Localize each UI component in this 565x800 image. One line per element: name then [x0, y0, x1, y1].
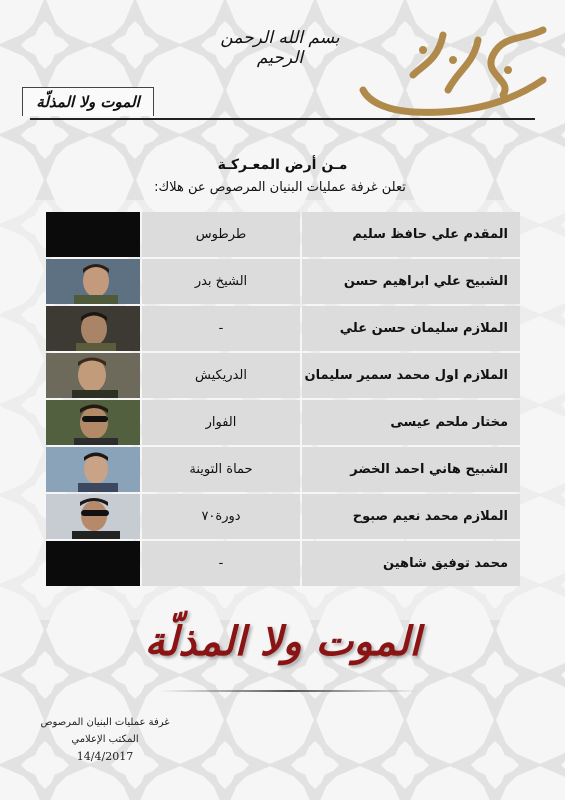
- area-cell: -: [142, 541, 300, 586]
- footer-signature: [30, 714, 180, 765]
- area-cell: -: [142, 306, 300, 351]
- header-slogan: الموت ولا المذلّة: [36, 93, 140, 111]
- table-row: [46, 447, 520, 492]
- table-row: [46, 541, 520, 586]
- portrait-photo: [46, 306, 140, 351]
- table-row: [46, 259, 520, 304]
- basmala: بسم الله الرحمن الرحيم: [220, 28, 340, 68]
- name-cell: المقدم علي حافظ سليم: [302, 212, 520, 257]
- footer-office: المكتب الإعلامي: [71, 734, 139, 745]
- announcement-title: مـن أرض المعـركـة: [217, 157, 348, 173]
- table-row: [46, 353, 520, 398]
- header-divider: [30, 118, 535, 120]
- name-cell: مختار ملحم عيسى: [302, 400, 520, 445]
- name-cell: الشبيح علي ابراهيم حسن: [302, 259, 520, 304]
- portrait-photo: [46, 400, 140, 445]
- table-row: [46, 400, 520, 445]
- name-cell: الملازم محمد نعيم صبوح: [302, 494, 520, 539]
- announcement-subtitle: تعلن غرفة عمليات البنيان المرصوص عن هلاك:: [154, 180, 406, 195]
- name-cell: محمد توفيق شاهين: [302, 541, 520, 586]
- table-row: [46, 494, 520, 539]
- portrait-photo: [46, 353, 140, 398]
- logo-emblem: [353, 20, 553, 125]
- name-cell: الشبيح هاني احمد الخضر: [302, 447, 520, 492]
- area-cell: حماة التوينة: [142, 447, 300, 492]
- area-cell: الشيخ بدر: [142, 259, 300, 304]
- footer-org: غرفة عمليات البنيان المرصوص: [40, 717, 170, 728]
- portrait-photo: [46, 447, 140, 492]
- footer-date: 14/4/2017: [76, 750, 134, 763]
- name-cell: الملازم سليمان حسن علي: [302, 306, 520, 351]
- name-cell: الملازم اول محمد سمير سليمان: [302, 353, 520, 398]
- area-cell: الفوار: [142, 400, 300, 445]
- area-cell: الدريكيش: [142, 353, 300, 398]
- header-slogan-box: [22, 87, 154, 116]
- area-cell: دورة٧٠: [142, 494, 300, 539]
- area-cell: طرطوس: [142, 212, 300, 257]
- table-row: [46, 212, 520, 257]
- casualty-table: [46, 212, 520, 588]
- portrait-photo: [46, 259, 140, 304]
- slogan-calligraphy: الموت ولا المذلّة: [144, 618, 421, 665]
- table-row: [46, 306, 520, 351]
- slogan-underline: [160, 690, 420, 692]
- portrait-photo: [46, 494, 140, 539]
- photo-blank: [46, 541, 140, 586]
- photo-blank: [46, 212, 140, 257]
